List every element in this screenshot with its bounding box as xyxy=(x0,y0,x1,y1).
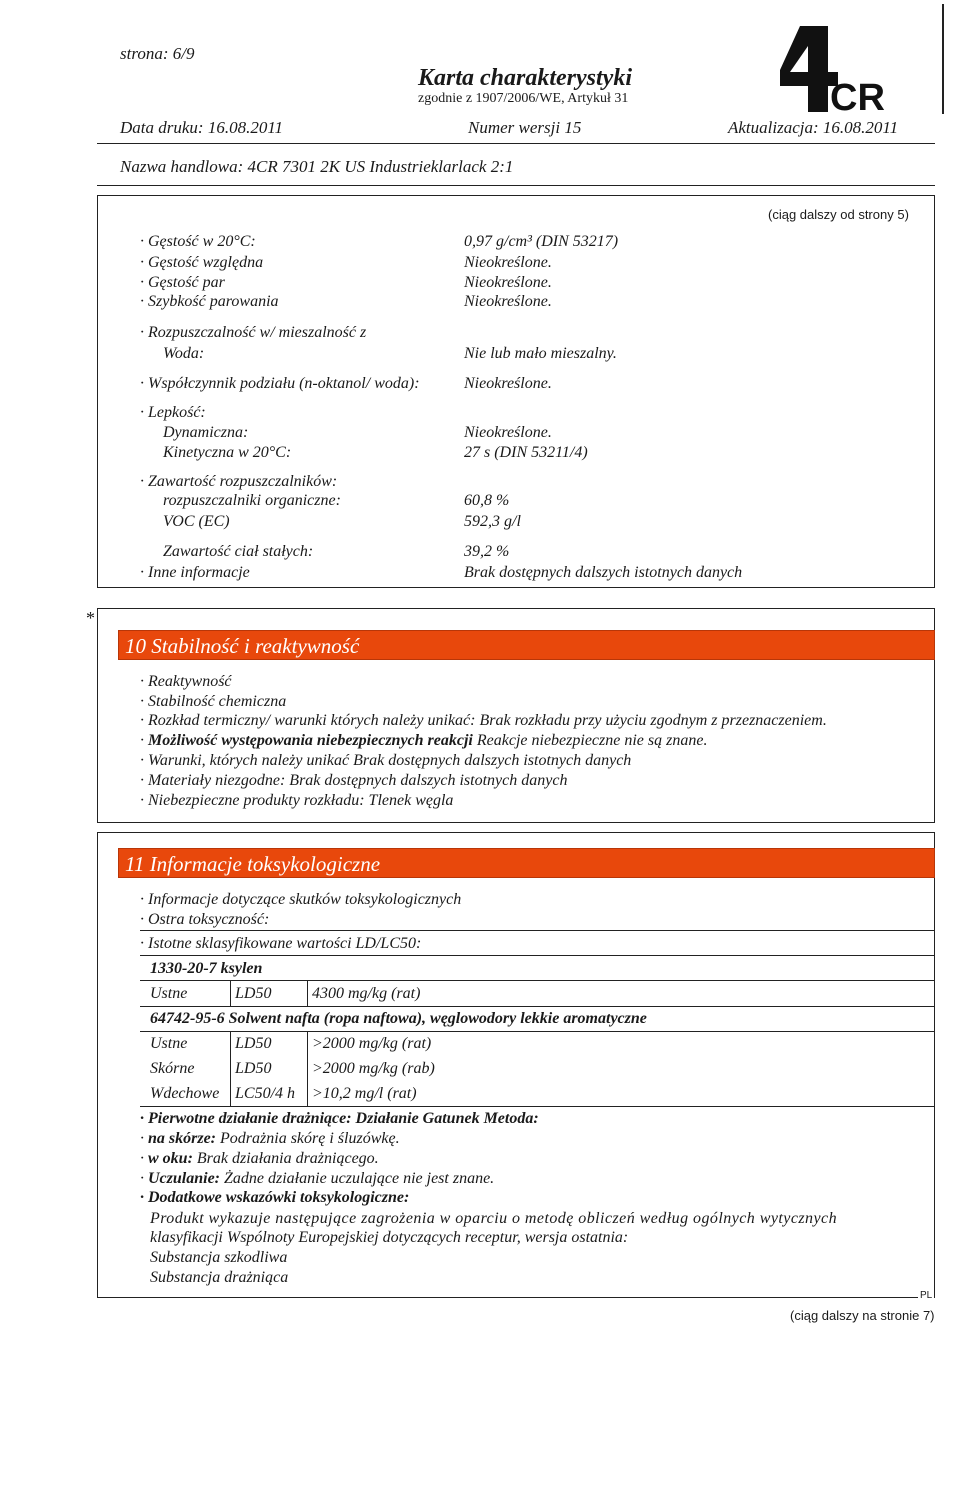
thermal-decomposition-label: Rozkład termiczny/ warunki których należy unikać: xyxy=(148,712,476,729)
type-cell: LC50/4 h xyxy=(231,1081,308,1106)
dynamic-value: Nieokreślone. xyxy=(464,424,552,441)
version-number: Numer wersji 15 xyxy=(468,118,582,137)
organic-solvents-value: 60,8 % xyxy=(464,492,510,509)
type-cell: LD50 xyxy=(231,981,308,1006)
harmful-substance: Substancja szkodliwa xyxy=(150,1249,288,1266)
evaporation-label: · Szybkość parowania xyxy=(140,292,279,312)
kinematic-label: Kinetyczna w 20°C: xyxy=(163,444,292,461)
section11-right-border xyxy=(934,832,935,1297)
skin-value: Podrażnia skórę i śluzówkę. xyxy=(220,1130,400,1147)
section10-heading-bar xyxy=(118,630,935,660)
section10-top-border xyxy=(97,608,935,609)
evaporation-value: Nieokreślone. xyxy=(464,293,552,310)
tox-info-label: · Informacje dotyczące skutków toksykologicznych xyxy=(140,890,461,910)
sensitization-value: Żadne działanie uczulające nie jest znane. xyxy=(224,1170,495,1187)
header-divider xyxy=(97,143,935,144)
conditions-avoid-label: Warunki, których należy unikać xyxy=(148,752,350,769)
partition-label: · Współczynnik podziału (n-oktanol/ woda): xyxy=(140,374,420,394)
decomposition-products-value: Tlenek węgla xyxy=(368,792,454,809)
substance1-tox-table xyxy=(146,981,424,1006)
organic-solvents-label: rozpuszczalniki organiczne: xyxy=(163,492,341,509)
stability-label: · Stabilność chemiczna xyxy=(140,692,286,712)
value-cell: >2000 mg/kg (rab) xyxy=(308,1056,439,1081)
value-cell: >2000 mg/kg (rat) xyxy=(308,1031,439,1056)
incompatible-materials-value: Brak dostępnych dalszych istotnych danych xyxy=(289,772,568,789)
skin-label: na skórze: xyxy=(148,1130,217,1147)
solids-label: Zawartość ciał stałych: xyxy=(163,543,314,560)
eye-label: w oku: xyxy=(148,1150,193,1167)
type-cell: LD50 xyxy=(231,1056,308,1081)
incompatible-materials-line xyxy=(140,771,567,791)
route-cell: Skórne xyxy=(150,1059,195,1077)
hazardous-reactions-value: Reakcje niebezpieczne nie są znane. xyxy=(476,732,708,749)
section11-left-border xyxy=(97,832,98,1297)
substance2-top-rule xyxy=(140,1006,935,1007)
route-cell: Ustne xyxy=(150,984,188,1002)
voc-label: VOC (EC) xyxy=(163,513,230,530)
section9-bottom-border xyxy=(97,587,935,588)
continued-to-note: (ciąg dalszy na stronie 7) xyxy=(790,1308,935,1323)
solubility-label: · Rozpuszczalność w/ mieszalność z xyxy=(140,323,366,343)
density-value: 0,97 g/cm³ (DIN 53217) xyxy=(464,233,619,250)
company-logo xyxy=(780,24,900,114)
section9-top-border xyxy=(97,195,935,196)
partition-value: Nieokreślone. xyxy=(464,375,552,392)
print-date: Data druku: 16.08.2011 xyxy=(120,118,284,137)
logo-right-rule xyxy=(942,4,944,114)
other-info-value: Brak dostępnych dalszych istotnych danych xyxy=(464,564,743,581)
section10-bottom-border xyxy=(97,822,935,823)
table-row xyxy=(146,1031,439,1056)
thermal-decomposition-line xyxy=(140,711,827,731)
section9-right-border xyxy=(934,195,935,587)
incompatible-materials-label: Materiały niezgodne: xyxy=(148,772,286,789)
irritant-substance: Substancja drażniąca xyxy=(150,1269,289,1286)
decomposition-products-line xyxy=(140,791,453,811)
other-info-label: · Inne informacje xyxy=(140,563,250,583)
rel-density-value: Nieokreślone. xyxy=(464,254,552,271)
substance1-name: 1330-20-7 ksylen xyxy=(150,960,263,977)
additional-info-label: · Dodatkowe wskazówki toksykologiczne: xyxy=(140,1188,409,1208)
section9-left-border xyxy=(97,195,98,587)
thermal-decomposition-value: Brak rozkładu przy użyciu zgodnym z przeznaczeniem. xyxy=(479,712,827,729)
solvent-content-label: · Zawartość rozpuszczalników: xyxy=(140,472,337,492)
substance2-name: 64742-95-6 Solwent nafta (ropa naftowa), węglowodory lekkie aromatyczne xyxy=(150,1010,647,1027)
density-label: · Gęstość w 20°C: xyxy=(140,232,256,252)
table-row xyxy=(146,1081,439,1106)
update-date: Aktualizacja: 16.08.2011 xyxy=(728,118,899,137)
continued-from-note: (ciąg dalszy od strony 5) xyxy=(768,207,909,222)
ld-table-top-rule xyxy=(140,930,935,931)
primary-irritation-label: · Pierwotne działanie drażniące: Działanie Gatunek Metoda: xyxy=(140,1109,539,1129)
decomposition-products-label: Niebezpieczne produkty rozkładu: xyxy=(148,792,365,809)
section11-top-border xyxy=(97,832,935,833)
section10-heading: 10 Stabilność i reaktywność xyxy=(125,634,360,658)
reactivity-label: · Reaktywność xyxy=(140,672,232,692)
logo-text: CR xyxy=(830,77,885,114)
skin-line xyxy=(140,1129,400,1149)
rel-density-label: · Gęstość względna xyxy=(140,253,263,273)
conditions-avoid-value: Brak dostępnych dalszych istotnych danych xyxy=(353,752,632,769)
viscosity-label: · Lepkość: xyxy=(140,403,206,423)
table-row xyxy=(146,1056,439,1081)
voc-value: 592,3 g/l xyxy=(464,513,521,530)
kinematic-value: 27 s (DIN 53211/4) xyxy=(464,444,588,461)
hazardous-reactions-line xyxy=(140,731,707,751)
acute-toxicity-label: · Ostra toksyczność: xyxy=(140,910,269,930)
section11-heading: 11 Informacje toksykologiczne xyxy=(125,852,381,876)
hazardous-reactions-label: Możliwość występowania niebezpiecznych reakcji xyxy=(148,732,473,749)
eye-value: Brak działania drażniącego. xyxy=(196,1150,379,1167)
trade-name: Nazwa handlowa: 4CR 7301 2K US Industrieklarlack 2:1 xyxy=(120,157,514,176)
table-row xyxy=(146,981,424,1006)
ld-table-bottom-rule xyxy=(140,1106,935,1107)
water-label: Woda: xyxy=(163,345,205,362)
revision-marker: * xyxy=(86,608,95,628)
sensitization-label: Uczulanie: xyxy=(148,1170,220,1187)
document-subtitle: zgodnie z 1907/2006/WE, Artykuł 31 xyxy=(418,91,629,106)
value-cell: >10,2 mg/l (rat) xyxy=(308,1081,439,1106)
vapor-density-value: Nieokreślone. xyxy=(464,274,552,291)
trade-name-divider xyxy=(97,185,935,186)
ld-values-label: · Istotne sklasyfikowane wartości LD/LC50: xyxy=(140,934,421,954)
substance2-tox-table xyxy=(146,1031,439,1106)
eye-line xyxy=(140,1149,379,1169)
language-code: PL xyxy=(920,1290,933,1301)
ld-header-rule xyxy=(140,955,935,956)
section10-left-border xyxy=(97,608,98,822)
additional-info-line1: Produkt wykazuje następujące zagrożenia w oparciu o metodę obliczeń według ogólnych wytycznych xyxy=(150,1210,838,1227)
section11-heading-bar xyxy=(118,848,935,878)
document-title: Karta charakterystyki xyxy=(418,65,632,91)
type-cell: LD50 xyxy=(231,1031,308,1056)
dynamic-label: Dynamiczna: xyxy=(163,424,249,441)
footer-rule xyxy=(97,1297,935,1298)
water-value: Nie lub mało mieszalny. xyxy=(464,345,617,362)
route-cell: Wdechowe xyxy=(150,1084,220,1102)
conditions-avoid-line xyxy=(140,751,631,771)
vapor-density-label: · Gęstość par xyxy=(140,273,225,293)
value-cell: 4300 mg/kg (rat) xyxy=(308,981,425,1006)
solids-value: 39,2 % xyxy=(464,543,510,560)
page-number: strona: 6/9 xyxy=(120,44,195,63)
additional-info-line2: klasyfikacji Wspólnoty Europejskiej dotyczących receptur, wersja ostatnia: xyxy=(150,1229,629,1246)
sensitization-line xyxy=(140,1169,494,1189)
route-cell: Ustne xyxy=(150,1034,188,1052)
